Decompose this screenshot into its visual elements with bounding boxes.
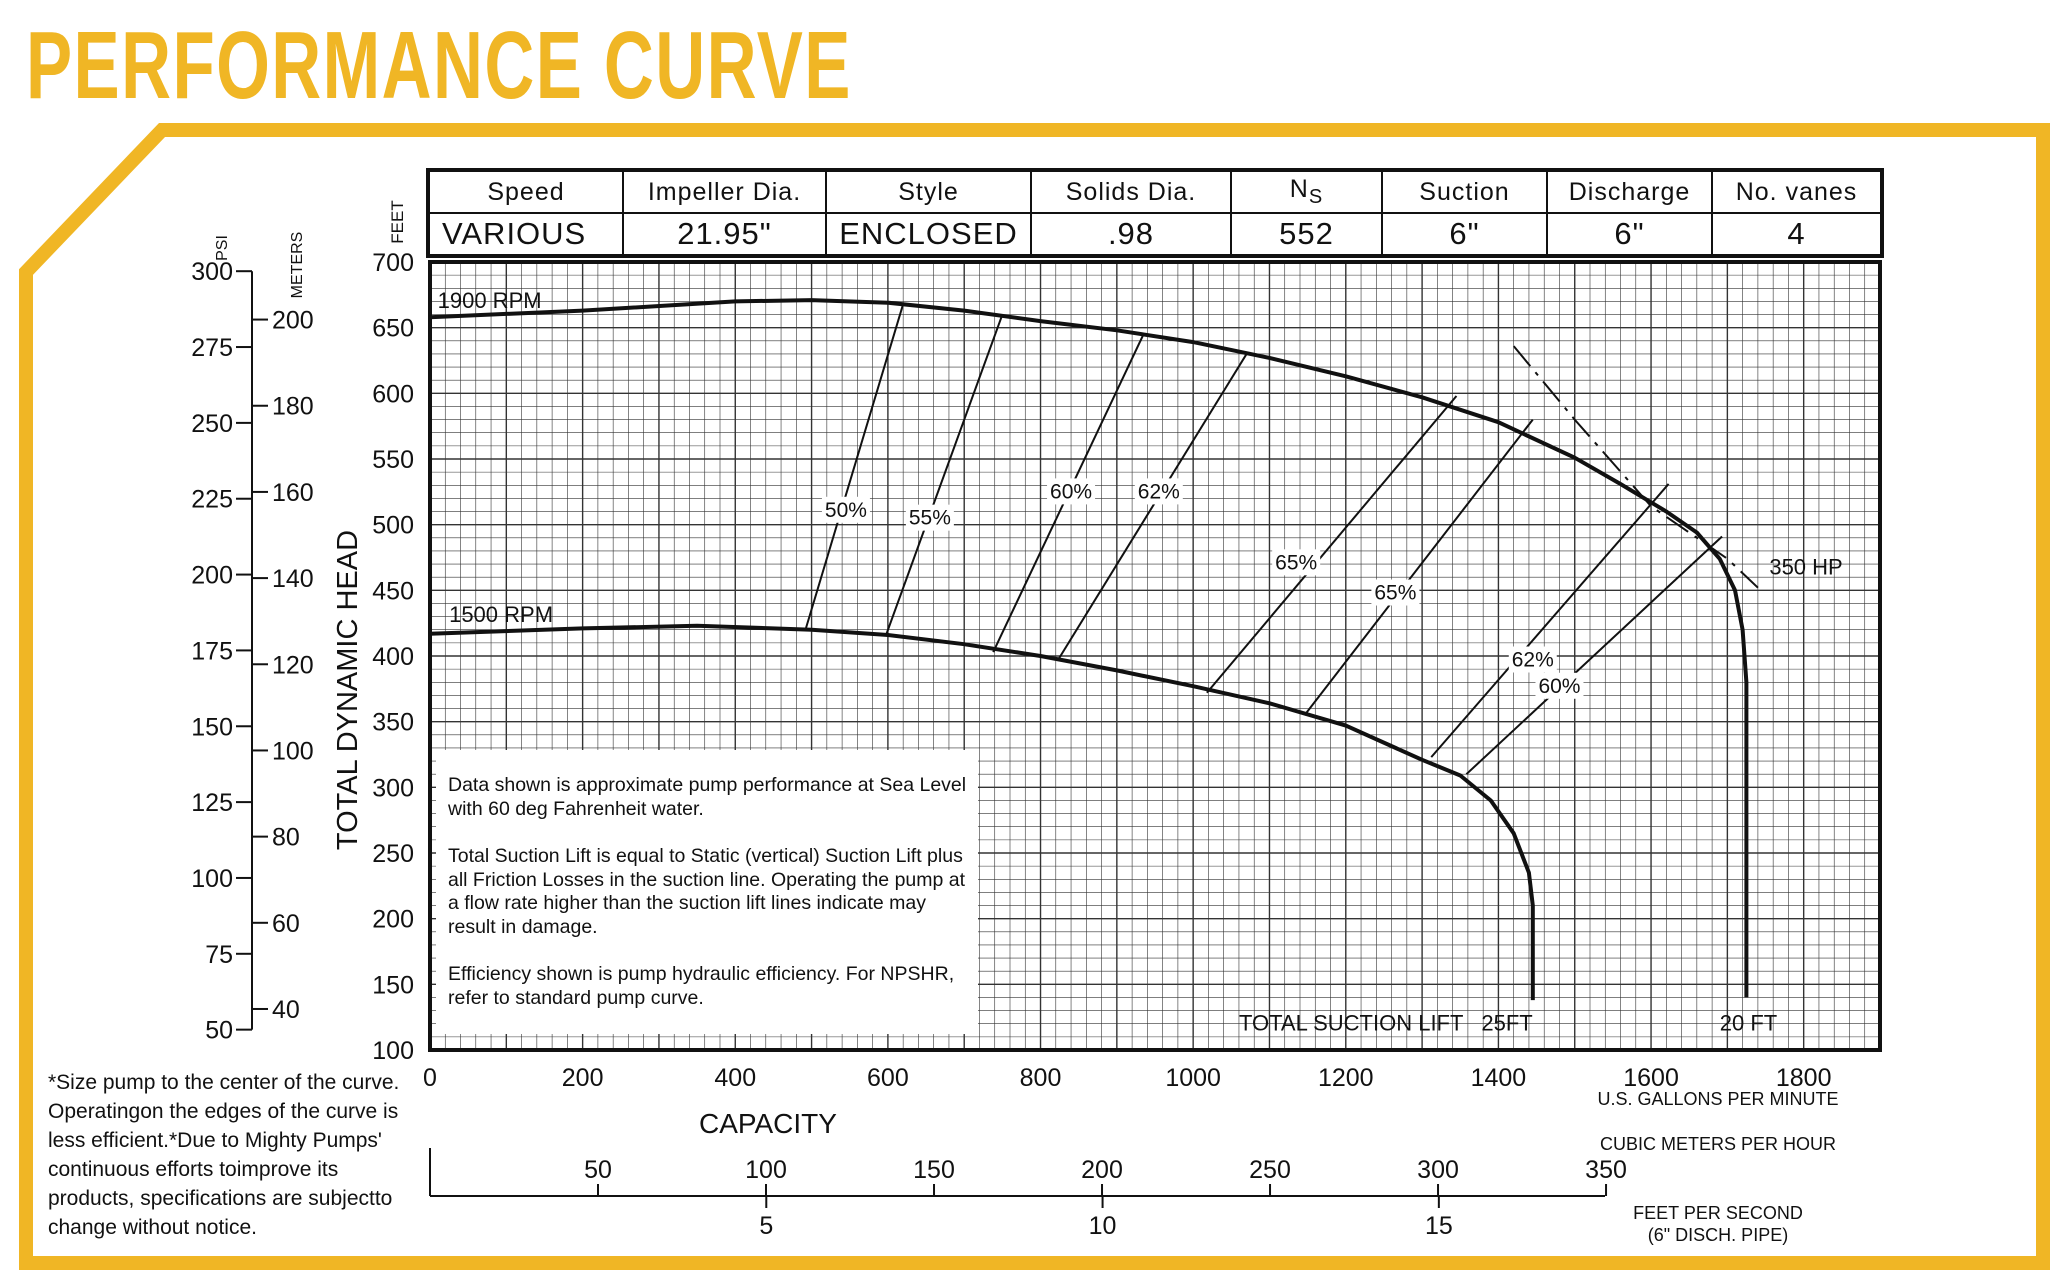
speed-header: Speed <box>428 170 623 213</box>
efficiency-label: 55% <box>908 506 951 530</box>
x-tick-label: 1000 <box>1165 1064 1221 1092</box>
psi-tick-label: 125 <box>191 789 233 818</box>
efficiency-label: 60% <box>1538 674 1581 698</box>
footnote: *Size pump to the center of the curve. Operatingon the edges of the curve is less efficient.*Due to Mighty Pumps' continuous efforts toimprove its products, specifications are subjectto change without notice. <box>48 1071 400 1239</box>
note-efficiency: Efficiency shown is pump hydraulic efficiency. For NPSHR, refer to standard pump curve. <box>448 963 955 1009</box>
vanes-value: 4 <box>1712 213 1882 256</box>
note-suction-lift: Total Suction Lift is equal to Static (vertical) Suction Lift plus all Friction Losses in the suction line. Operating the pump at a flow rate higher than the suction lift lines indicate may result in damage. <box>448 845 966 938</box>
m3h-tick-label: 150 <box>913 1156 955 1184</box>
style-value: ENCLOSED <box>826 213 1031 256</box>
y-tick-label: 600 <box>372 380 414 409</box>
impeller-value: 21.95" <box>623 213 826 256</box>
psi-tick-label: 250 <box>191 409 233 438</box>
impeller-header: Impeller Dia. <box>623 170 826 213</box>
meters-tick-label: 60 <box>272 909 300 938</box>
x-tick-label: 600 <box>867 1064 909 1092</box>
psi-tick-label: 300 <box>191 258 233 287</box>
psi-tick-label: 50 <box>205 1016 233 1045</box>
speed-value: VARIOUS <box>428 213 623 256</box>
y-tick-label: 550 <box>372 446 414 474</box>
psi-tick-label: 175 <box>191 637 233 666</box>
y-axis-title: TOTAL DYNAMIC HEAD <box>332 529 364 851</box>
meters-tick-label: 160 <box>272 478 314 507</box>
meters-tick-label: 40 <box>272 995 300 1024</box>
m3h-tick-label: 100 <box>745 1156 787 1184</box>
y-tick-label: 350 <box>372 708 414 737</box>
efficiency-label: 62% <box>1137 480 1180 504</box>
psi-tick-label: 100 <box>191 864 233 893</box>
y-tick-label: 700 <box>372 249 414 277</box>
fps-axis-subtitle: (6" DISCH. PIPE) <box>1647 1225 1789 1245</box>
style-header: Style <box>826 170 1031 213</box>
y-tick-label: 100 <box>372 1037 414 1065</box>
vanes-header: No. vanes <box>1712 170 1882 213</box>
x-tick-label: 1400 <box>1470 1064 1527 1092</box>
efficiency-label: 62% <box>1511 648 1554 672</box>
meters-tick-label: 120 <box>272 651 314 680</box>
m3h-tick-label: 50 <box>584 1156 612 1184</box>
page-title: PERFORMANCE CURVE <box>26 12 852 119</box>
m3h-tick-label: 200 <box>1081 1156 1123 1184</box>
ns-value: 552 <box>1231 213 1382 256</box>
psi-tick-label: 150 <box>191 713 233 742</box>
ns-header <box>1231 170 1382 213</box>
fps-tick-label: 10 <box>1088 1212 1117 1240</box>
solids-header: Solids Dia. <box>1031 170 1231 213</box>
y-tick-label: 650 <box>372 314 414 343</box>
meters-tick-label: 140 <box>272 565 314 594</box>
efficiency-label: 60% <box>1050 480 1093 504</box>
ns-header-sub: S <box>1308 186 1324 208</box>
y-tick-label: 150 <box>372 971 414 1000</box>
note-sea-level: Data shown is approximate pump performance at Sea Level with 60 deg Fahrenheit water. <box>448 774 967 820</box>
efficiency-label: 65% <box>1275 551 1318 575</box>
y-tick-label: 400 <box>372 643 414 671</box>
annotation-label: 1900 RPM <box>437 287 542 313</box>
fps-tick-label: 5 <box>759 1212 774 1240</box>
discharge-value: 6" <box>1547 213 1712 256</box>
efficiency-label: 65% <box>1374 581 1417 605</box>
fps-tick-label: 15 <box>1424 1212 1453 1240</box>
m3h-axis-title: CUBIC METERS PER HOUR <box>1599 1134 1837 1154</box>
y-tick-label: 250 <box>372 840 414 868</box>
annotation-label: 1500 RPM <box>449 601 554 627</box>
y-unit-label: FEET <box>388 200 407 244</box>
solids-value: .98 <box>1031 213 1231 256</box>
annotation-label: TOTAL SUCTION LIFT 25FT <box>1238 1010 1533 1036</box>
meters-tick-label: 200 <box>272 306 314 335</box>
x-axis-title: CAPACITY <box>699 1108 837 1139</box>
discharge-header: Discharge <box>1547 170 1712 213</box>
suction-header: Suction <box>1382 170 1547 213</box>
x-tick-label: 1600 <box>1623 1064 1679 1092</box>
m3h-tick-label: 350 <box>1585 1156 1627 1184</box>
y-tick-label: 500 <box>372 511 414 540</box>
y-tick-label: 300 <box>372 774 414 803</box>
y-tick-label: 450 <box>372 577 414 606</box>
y-tick-label: 200 <box>372 905 414 934</box>
annotation-label: 350 HP <box>1769 554 1843 580</box>
fps-axis-title: FEET PER SECOND <box>1633 1203 1803 1223</box>
psi-tick-label: 225 <box>191 485 233 514</box>
ns-header-main: N <box>1289 175 1309 203</box>
suction-value: 6" <box>1382 213 1547 256</box>
meters-axis-title: METERS <box>289 231 306 299</box>
x-tick-label: 0 <box>423 1064 437 1092</box>
x-unit-label: U.S. GALLONS PER MINUTE <box>1597 1089 1839 1109</box>
x-tick-label: 200 <box>561 1064 604 1092</box>
psi-tick-label: 275 <box>191 334 233 363</box>
psi-tick-label: 75 <box>205 940 233 969</box>
x-tick-label: 400 <box>714 1064 757 1092</box>
notes-box <box>436 750 978 1034</box>
x-tick-label: 1200 <box>1317 1064 1374 1092</box>
x-tick-label: 1800 <box>1775 1064 1832 1092</box>
psi-axis-title: PSI <box>214 235 231 261</box>
annotation-label: 20 FT <box>1719 1010 1778 1036</box>
m3h-tick-label: 300 <box>1417 1156 1459 1184</box>
psi-tick-label: 200 <box>191 561 233 590</box>
efficiency-label: 50% <box>824 498 867 522</box>
spec-table <box>426 168 1884 258</box>
meters-tick-label: 180 <box>272 392 314 421</box>
meters-tick-label: 80 <box>272 823 300 852</box>
meters-tick-label: 100 <box>272 737 314 766</box>
m3h-tick-label: 250 <box>1249 1156 1291 1184</box>
x-tick-label: 800 <box>1019 1064 1062 1092</box>
